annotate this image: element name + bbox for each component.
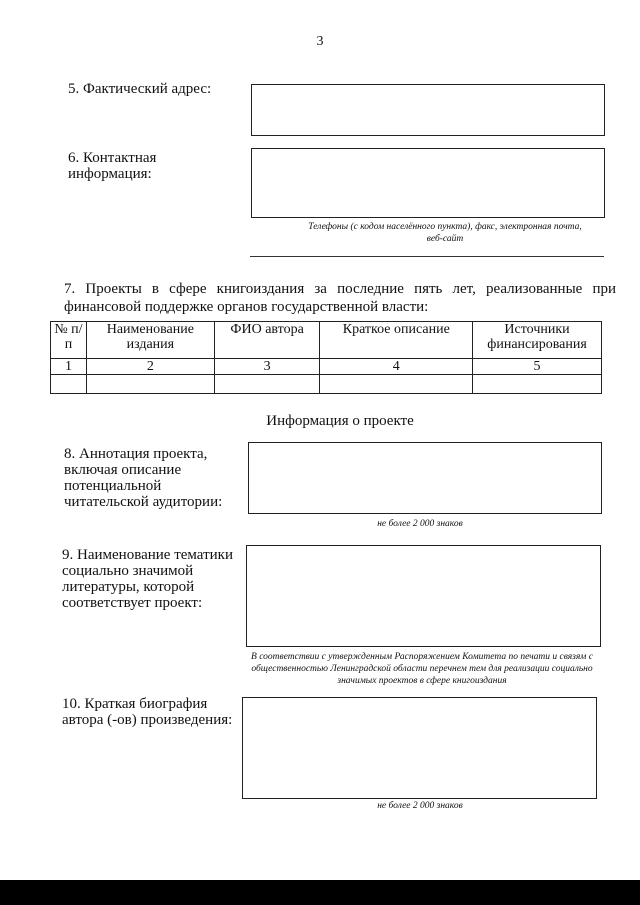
annotation-field[interactable]: [248, 442, 602, 514]
table-cell[interactable]: [320, 375, 473, 394]
header-funding: Источники финансирования: [473, 322, 602, 359]
project-info-heading: Информация о проекте: [266, 413, 414, 429]
biography-note: не более 2 000 знаков: [377, 801, 463, 811]
table-cell[interactable]: [86, 375, 214, 394]
biography-field[interactable]: [242, 697, 597, 799]
topic-field[interactable]: [246, 545, 601, 647]
page-number: 3: [316, 34, 324, 49]
table-cell[interactable]: [214, 375, 320, 394]
header-description: Краткое описание: [320, 322, 473, 359]
topic-note: В соответствии с утвержденным Распоряжением Комитета по печати и связям с общественностью Ленинградской области перечнем тем для реализации социально значимых проектов в сфере книгоиздания: [251, 652, 593, 686]
scan-edge-bar: [0, 880, 640, 905]
section-7-title: 7. Проекты в сфере книгоиздания за последние пять лет, реализованные при финансовой поддержке органов государственной власти:: [64, 281, 616, 315]
field-6-label: 6. Контактная информация:: [68, 150, 157, 182]
contact-info-field[interactable]: [251, 148, 605, 218]
field-9-label: 9. Наименование тематики социально значимой литературы, которой соответствует проект:: [62, 547, 233, 611]
header-number: № п/п: [51, 322, 87, 359]
header-author: ФИО автора: [214, 322, 320, 359]
annotation-note: не более 2 000 знаков: [377, 519, 463, 529]
divider-line: [250, 256, 604, 257]
col-number-1: 1: [51, 359, 87, 375]
field-10-label: 10. Краткая биография автора (-ов) произведения:: [62, 696, 233, 728]
col-number-2: 2: [86, 359, 214, 375]
table-cell[interactable]: [51, 375, 87, 394]
header-title: Наименование издания: [86, 322, 214, 359]
table-cell[interactable]: [473, 375, 602, 394]
table-row[interactable]: [51, 375, 602, 394]
projects-table: [50, 321, 602, 394]
col-number-4: 4: [320, 359, 473, 375]
field-5-label: 5. Фактический адрес:: [68, 81, 212, 97]
contact-info-note: Телефоны (с кодом населённого пункта), факс, электронная почта, веб-сайт: [308, 222, 582, 244]
col-number-3: 3: [214, 359, 320, 375]
actual-address-field[interactable]: [251, 84, 605, 136]
field-8-label: 8. Аннотация проекта, включая описание потенциальной читательской аудитории:: [64, 446, 223, 510]
col-number-5: 5: [473, 359, 602, 375]
table-header-row: [51, 322, 602, 359]
table-numbering-row: [51, 359, 602, 375]
